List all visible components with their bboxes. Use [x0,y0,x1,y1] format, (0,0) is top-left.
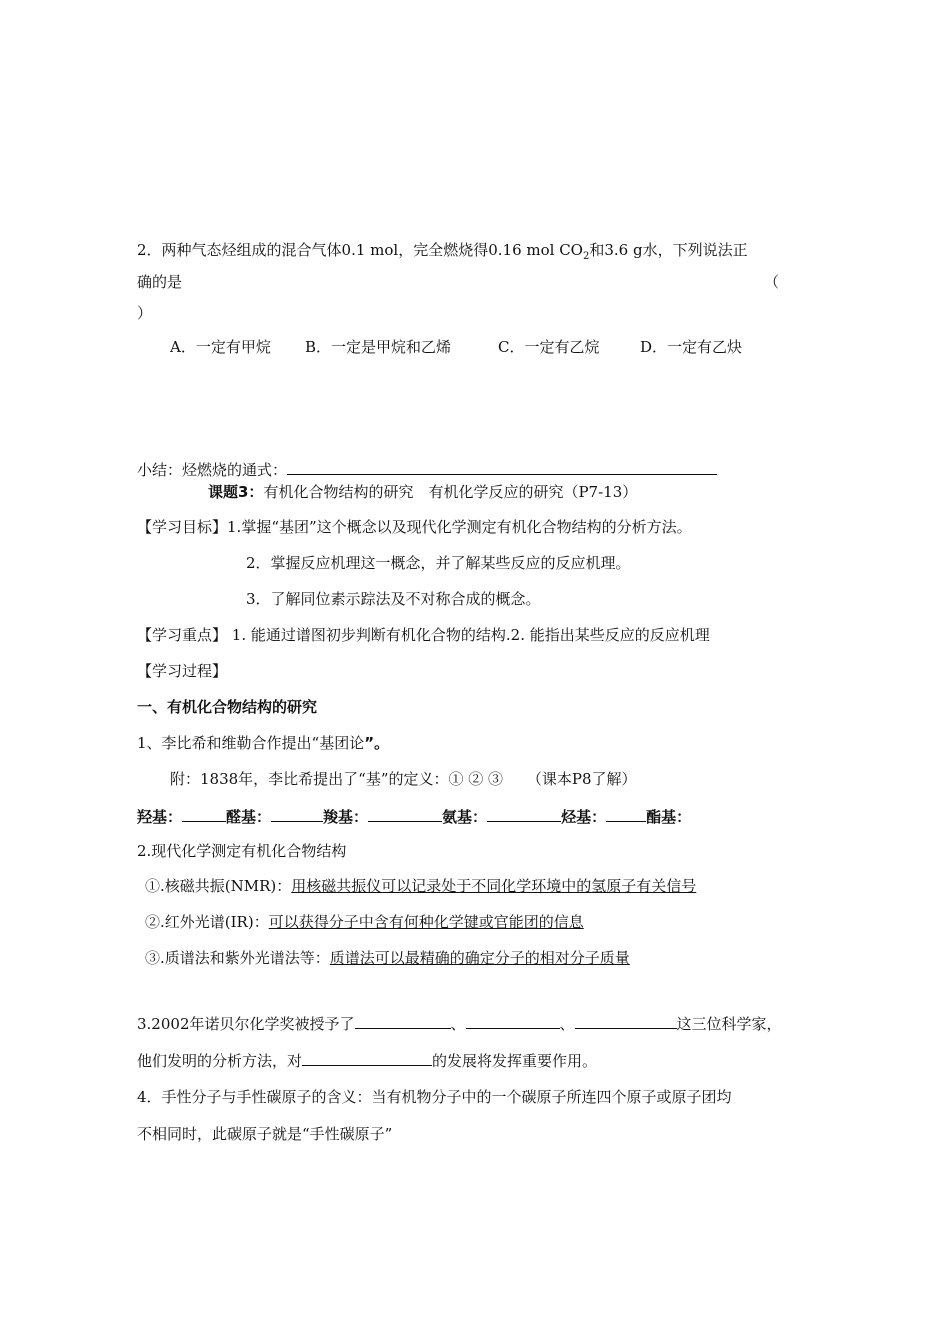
item-4-line-2: 不相同时，此碳原子就是“手性碳原子” [137,1125,393,1143]
blank-carboxyl[interactable] [368,805,442,822]
option-b: B．一定是甲烷和乙烯 [305,338,452,356]
focus-label: 【学习重点】 [137,626,228,644]
goals-label: 【学习目标】 [137,518,228,536]
method-nmr [145,876,696,896]
section-1-heading: 一、有机化合物结构的研究 [137,698,318,716]
process-label: 【学习过程】 [137,662,228,680]
question-2-line-2 [137,272,182,292]
blank-hydrocarbyl[interactable] [606,805,646,822]
goal-2: 2．掌握反应机理这一概念，并了解某些反应的反应机理。 [246,554,631,572]
method-nmr-desc: 用核磁共振仪可以记录处于不同化学环境中的氢原子有关信号 [291,877,697,895]
item-3-sep-1: 、 [450,1015,466,1033]
note-ref: （课本P8了解） [526,770,637,788]
blank-field[interactable] [302,1049,432,1066]
question-2-stem-end: 确的是 [137,273,183,291]
note-text: 附：1838年，李比希提出了“基”的定义：① ② ③ [170,770,504,788]
topic-title [208,482,637,502]
method-ms [145,948,630,968]
goal-3: 3．了解同位素示踪法及不对称合成的概念。 [246,590,541,608]
goal-1: 1.掌握“基团”这个概念以及现代化学测定有机化合物结构的分析方法。 [227,518,692,536]
summary-line [137,458,717,480]
group-amino: 氨基： [442,808,488,826]
summary-blank[interactable] [287,458,717,475]
blank-scientist-1[interactable] [355,1012,451,1029]
answer-paren-close: ） [137,304,153,322]
method-ms-label: ③.质谱法和紫外光谱法等： [145,949,330,967]
group-ester: 酯基： [646,808,692,826]
groups-line [137,805,691,827]
item-3-line-2 [137,1049,597,1071]
item-3-line-2-b: 的发展将发挥重要作用。 [432,1052,598,1070]
method-ir-label: ②.红外光谱(IR)： [145,913,269,931]
answer-paren-open: （ [764,273,780,291]
question-2-text-b: 和3.6 g水，下列说法正 [589,241,748,259]
question-2-line-1 [137,240,748,267]
blank-aldehyde[interactable] [271,805,323,822]
group-hydroxyl: 羟基： [137,808,183,826]
focus-text: 1. 能通过谱图初步判断有机化合物的结构.2. 能指出某些反应的反应机理 [231,626,710,644]
option-d: D．一定有乙炔 [640,338,743,356]
item-3-text-a: 3.2002年诺贝尔化学奖被授予了 [137,1015,355,1033]
group-carboxyl: 羧基： [323,808,369,826]
item-1 [137,733,389,753]
blank-amino[interactable] [487,805,561,822]
item-3-sep-2: 、 [559,1015,575,1033]
focus-line [137,625,710,645]
item-2-heading: 2.现代化学测定有机化合物结构 [137,842,347,860]
item-3-line-1 [137,1012,782,1034]
goals-line-1 [137,517,692,537]
method-ms-desc: 质谱法可以最精确的确定分子的相对分子质量 [329,949,630,967]
group-aldehyde: 醛基： [226,808,272,826]
summary-label: 小结：烃燃烧的通式： [137,461,288,479]
blank-scientist-2[interactable] [466,1012,560,1029]
co2-subscript: 2 [582,251,590,262]
item-4-line-1: 4．手性分子与手性碳原子的含义：当有机物分子中的一个碳原子所连四个原子或原子团均 [137,1088,732,1106]
item-1-end: ”。 [364,734,390,752]
method-nmr-label: ①.核磁共振(NMR)： [145,877,292,895]
group-hydrocarbyl: 烃基： [561,808,607,826]
topic-text: 有机化合物结构的研究 有机化学反应的研究（P7-13） [263,483,638,501]
item-3-line-2-a: 他们发明的分析方法，对 [137,1052,303,1070]
topic-prefix: 课题3： [208,483,264,501]
method-ir [145,912,584,932]
item-1-text: 1、李比希和维勒合作提出“基团论 [137,734,365,752]
option-a: A．一定有甲烷 [170,338,271,356]
note-line [170,769,637,789]
item-3-text-b: 这三位科学家， [676,1015,782,1033]
method-ir-desc: 可以获得分子中含有何种化学键或官能团的信息 [268,913,584,931]
option-c: C．一定有乙烷 [498,338,600,356]
blank-hydroxyl[interactable] [182,805,226,822]
blank-scientist-3[interactable] [575,1012,677,1029]
question-2-text-a: 2．两种气态烃组成的混合气体0.1 mol，完全燃烧得0.16 mol CO [137,241,583,259]
